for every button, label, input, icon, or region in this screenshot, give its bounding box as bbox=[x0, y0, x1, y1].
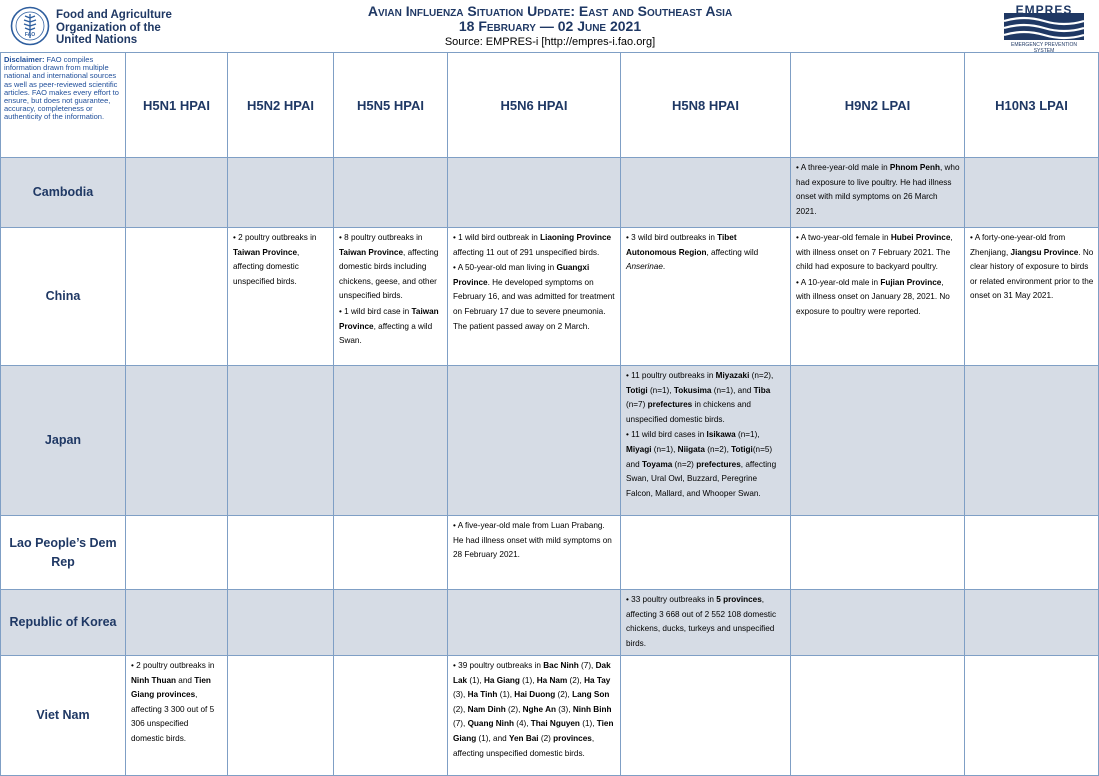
column-header: H5N1 HPAI bbox=[126, 53, 228, 158]
entry-text: Ha Giang bbox=[483, 675, 520, 685]
situation-cell bbox=[228, 656, 334, 776]
disclaimer-text: FAO compiles information drawn from multiple national and international sources as well as peer-reviewed scientific articles. FAO makes every effort to ensure, but does not guarantee, accuracy, completeness or authenticity of the information. bbox=[4, 55, 119, 122]
situation-entry: • 3 wild bird outbreaks in Tibet Autonomous Region, affecting wild Anserinae. bbox=[626, 233, 759, 272]
entry-text: 2 poultry outbreaks in bbox=[238, 233, 317, 242]
entry-text: (1), bbox=[519, 675, 537, 685]
situation-entry: • A five-year-old male from Luan Prabang. He had illness onset with mild symptoms on 28 February 2021. bbox=[453, 521, 612, 560]
empres-logo-word: EMPRES bbox=[1015, 3, 1073, 17]
situation-entry: • 11 poultry outbreaks in Miyazaki (n=2), Totigi (n=1), Tokusima (n=1), and Tiba (n=7) prefectures in chickens and unspecified domestic birds. bbox=[626, 371, 774, 424]
situation-cell bbox=[126, 158, 228, 228]
entry-text: Yen Bai bbox=[508, 733, 539, 743]
fao-logo bbox=[10, 6, 50, 46]
empres-logo-subtitle: EMERGENCY PREVENTION SYSTEM bbox=[1010, 42, 1078, 54]
entry-text: 8 poultry outbreaks in bbox=[344, 233, 423, 242]
situation-cell bbox=[126, 228, 228, 366]
entry-text: (2), bbox=[453, 704, 468, 714]
fao-name-line: United Nations bbox=[56, 34, 138, 46]
situation-cell bbox=[448, 228, 621, 366]
entry-text: , affecting 3 300 out of 5 306 unspecified domestic birds. bbox=[131, 690, 215, 743]
entry-text: (1), bbox=[579, 719, 597, 729]
entry-text: Nghe An bbox=[522, 704, 556, 714]
situation-cell bbox=[228, 158, 334, 228]
situation-entry: • A three-year-old male in Phnom Penh, who had exposure to live poultry. He had illness onset with mild symptoms on 26 March 2021. bbox=[796, 163, 960, 216]
situation-entry: • 1 wild bird case in Taiwan Province, affecting a wild Swan. bbox=[339, 306, 439, 346]
entry-text: , affecting Swan, Ural Owl, Buzzard, Peregrine Falcon, Mallard, and Whooper Swan. bbox=[626, 459, 777, 498]
situation-cell bbox=[228, 366, 334, 516]
entry-text: (n=5) and bbox=[626, 444, 773, 469]
entry-text: (2) bbox=[538, 733, 554, 743]
column-header: H5N2 HPAI bbox=[228, 53, 334, 158]
entry-text: Anserinae bbox=[626, 262, 663, 272]
situation-entry: • 2 poultry outbreaks in Ninh Thuan and Tien Giang provinces, affecting 3 300 out of 5 306 unspecified domestic birds. bbox=[131, 661, 215, 743]
entry-text: 39 poultry outbreaks in bbox=[458, 661, 544, 670]
situation-cell bbox=[448, 590, 621, 656]
entry-text: (n=1), bbox=[647, 385, 674, 395]
entry-text: (2), bbox=[567, 675, 585, 685]
situation-entry: • A forty-one-year-old from Zhenjiang, Jiangsu Province. No clear history of exposure to birds or related environment prior to the onset on 31 May 2021. bbox=[970, 233, 1094, 301]
country-name: Japan bbox=[1, 366, 126, 516]
situation-cell bbox=[334, 516, 448, 590]
entry-text: affecting 11 out of 291 unspecified birds. bbox=[453, 247, 600, 257]
entry-text: Dak Lak bbox=[453, 661, 611, 685]
empres-logo bbox=[1004, 3, 1084, 54]
entry-text: Ninh Binh bbox=[572, 704, 612, 714]
entry-text: A three-year-old male in bbox=[800, 163, 890, 172]
entry-text: (n=2), bbox=[704, 444, 732, 454]
situation-cell bbox=[965, 228, 1099, 366]
entry-text: Thai Nguyen bbox=[530, 719, 580, 729]
situation-cell bbox=[965, 516, 1099, 590]
entry-text: Miyazaki bbox=[715, 371, 750, 380]
column-header: H5N8 HPAI bbox=[621, 53, 791, 158]
table-header-row bbox=[1, 53, 1099, 158]
entry-text: A forty-one-year-old from Zhenjiang, bbox=[970, 233, 1066, 257]
situation-cell bbox=[791, 516, 965, 590]
entry-text: , who had exposure to live poultry. He had illness onset with mild symptoms on 26 March 2021. bbox=[796, 163, 960, 216]
svg-text:FAO: FAO bbox=[24, 32, 36, 38]
entry-text: 2 poultry outbreaks in bbox=[136, 661, 215, 670]
report-title: Avian Influenza Situation Update: East and Southeast Asia bbox=[367, 3, 733, 19]
entry-text: Liaoning Province bbox=[540, 233, 612, 242]
entry-text: (3), bbox=[555, 704, 573, 714]
entry-text: Taiwan Province bbox=[339, 306, 439, 331]
entry-text: Tokusima bbox=[673, 385, 712, 395]
entry-text: A 50-year-old man living in bbox=[457, 263, 557, 273]
situation-entry: • 8 poultry outbreaks in Taiwan Province, affecting domestic birds including chickens, geese, and other unspecified birds. bbox=[339, 233, 439, 301]
situation-cell bbox=[228, 516, 334, 590]
entry-text: Hai Duong bbox=[514, 690, 556, 700]
entry-text: (1), bbox=[497, 690, 515, 700]
situation-cell bbox=[791, 590, 965, 656]
situation-cell bbox=[621, 516, 791, 590]
situation-cell bbox=[334, 366, 448, 516]
situation-cell bbox=[126, 656, 228, 776]
entry-text: 11 poultry outbreaks in bbox=[631, 371, 716, 380]
situation-cell bbox=[126, 516, 228, 590]
situation-cell bbox=[448, 158, 621, 228]
entry-text: A two-year-old female in bbox=[800, 233, 891, 242]
entry-text: Ninh Thuan bbox=[131, 675, 177, 685]
situation-cell bbox=[621, 158, 791, 228]
entry-text: (n=7) bbox=[626, 400, 648, 410]
entry-text: (7), bbox=[578, 661, 596, 670]
entry-text: , affecting domestic birds including chickens, geese, and other unspecified birds. bbox=[339, 247, 439, 301]
entry-text: Hubei Province bbox=[890, 233, 951, 242]
entry-text: , with illness onset on 7 February 2021. The child had exposure to backyard poultry. bbox=[796, 233, 953, 272]
country-name: Cambodia bbox=[1, 158, 126, 228]
entry-text: 33 poultry outbreaks in bbox=[631, 595, 717, 604]
table-row bbox=[1, 590, 1099, 656]
entry-text: Fujian Province bbox=[880, 277, 942, 287]
entry-text: provinces bbox=[553, 733, 592, 743]
entry-text: , affecting a wild Swan. bbox=[339, 321, 433, 346]
column-header: H10N3 LPAI bbox=[965, 53, 1099, 158]
source-line: Source: EMPRES-i [http://empres-i.fao.org] bbox=[444, 36, 656, 48]
entry-text: prefectures bbox=[647, 400, 693, 410]
situation-cell bbox=[334, 590, 448, 656]
fao-name-line: Organization of the bbox=[56, 21, 161, 34]
entry-text: Nam Dinh bbox=[467, 704, 506, 714]
entry-text: Isikawa bbox=[706, 430, 736, 440]
entry-text: (4), bbox=[513, 719, 531, 729]
entry-text: A 10-year-old male in bbox=[800, 277, 881, 287]
situation-cell bbox=[791, 228, 965, 366]
entry-text: (7), bbox=[453, 719, 468, 729]
situation-cell bbox=[126, 590, 228, 656]
entry-text: (n=2), bbox=[749, 371, 774, 380]
entry-text: Tien Giang bbox=[453, 719, 614, 743]
situation-entry: • 33 poultry outbreaks in 5 provinces, affecting 3 668 out of 2 552 108 domestic chickens, ducks, turkeys and unspecified birds. bbox=[626, 595, 777, 648]
situation-cell bbox=[228, 590, 334, 656]
entry-text: , affecting domestic unspecified birds. bbox=[233, 247, 300, 286]
entry-text: , affecting unspecified domestic birds. bbox=[453, 733, 595, 758]
entry-text: Quang Ninh bbox=[467, 719, 514, 729]
entry-text: Miyagi bbox=[626, 444, 652, 454]
entry-text: Toyama bbox=[641, 459, 673, 469]
entry-text: Guangxi Province bbox=[453, 263, 590, 287]
situation-cell bbox=[448, 656, 621, 776]
entry-text: A five-year-old male from Luan Prabang. He had illness onset with mild symptoms on 28 February 2021. bbox=[453, 521, 612, 560]
entry-text: Jiangsu Province bbox=[1010, 247, 1079, 257]
situation-cell bbox=[791, 366, 965, 516]
entry-text: 5 provinces bbox=[716, 595, 762, 604]
entry-text: Tibet Autonomous Region bbox=[626, 233, 737, 257]
entry-text: Ha Tinh bbox=[467, 690, 498, 700]
entry-text: . He developed symptoms on February 16, and was admitted for treatment on February 17 due to severe pneumonia. The patient passed away on 2 March. bbox=[453, 277, 615, 331]
situation-cell bbox=[621, 590, 791, 656]
entry-text: , affecting 3 668 out of 2 552 108 domestic chickens, ducks, turkeys and unspecified birds. bbox=[626, 595, 777, 648]
country-name: Viet Nam bbox=[1, 656, 126, 776]
situation-cell bbox=[228, 228, 334, 366]
table-row bbox=[1, 158, 1099, 228]
entry-text: Taiwan Province bbox=[339, 247, 404, 257]
situation-entry: • A two-year-old female in Hubei Province, with illness onset on 7 February 2021. The child had exposure to backyard poultry. bbox=[796, 233, 953, 272]
entry-text: , with illness onset on January 28, 2021. No exposure to poultry were reported. bbox=[796, 277, 950, 316]
situation-cell bbox=[334, 656, 448, 776]
report-date-range: 18 February — 02 June 2021 bbox=[458, 18, 642, 34]
column-header: H5N6 HPAI bbox=[448, 53, 621, 158]
situation-cell bbox=[621, 656, 791, 776]
entry-text: Ha Nam bbox=[536, 675, 568, 685]
country-name: China bbox=[1, 228, 126, 366]
situation-entry: • 39 poultry outbreaks in Bac Ninh (7), Dak Lak (1), Ha Giang (1), Ha Nam (2), Ha Tay (3), Ha Tinh (1), Hai Duong (2), Lang Son (2), Nam Dinh (2), Nghe An (3), Ninh Binh (7), Quang Ninh (4), Thai Nguyen (1), Tien Giang (1), and Yen Bai (2) provinces, affecting unspecified domestic birds. bbox=[453, 661, 614, 758]
entry-text: (n=1), bbox=[651, 444, 678, 454]
entry-text: 1 wild bird outbreak in bbox=[458, 233, 541, 242]
entry-text: 1 wild bird case in bbox=[344, 306, 412, 316]
situation-table bbox=[0, 52, 1099, 776]
title-block bbox=[250, 4, 850, 49]
situation-cell bbox=[334, 228, 448, 366]
fao-name bbox=[56, 9, 172, 47]
disclaimer-label: Disclaimer: bbox=[4, 55, 45, 64]
entry-text: prefectures bbox=[696, 459, 741, 469]
entry-text: and bbox=[176, 675, 195, 685]
situation-entry: • A 50-year-old man living in Guangxi Province. He developed symptoms on February 16, and was admitted for treatment on February 17 due to severe pneumonia. The patient passed away on 2 March. bbox=[453, 263, 615, 331]
situation-cell bbox=[126, 366, 228, 516]
situation-entry: • 11 wild bird cases in Isikawa (n=1), Miyagi (n=1), Niigata (n=2), Totigi(n=5) and Toyama (n=2) prefectures, affecting Swan, Ural Owl, Buzzard, Peregrine Falcon, Mallard, and Whooper Swan. bbox=[626, 430, 777, 498]
situation-cell bbox=[791, 656, 965, 776]
table-row bbox=[1, 656, 1099, 776]
situation-entry: • 1 wild bird outbreak in Liaoning Province affecting 11 out of 291 unspecified birds. bbox=[453, 233, 612, 257]
entry-text: (n=1), bbox=[735, 430, 760, 440]
situation-entry: • 2 poultry outbreaks in Taiwan Province, affecting domestic unspecified birds. bbox=[233, 233, 317, 286]
entry-text: (2), bbox=[555, 690, 573, 700]
report-header bbox=[0, 0, 1099, 52]
entry-text: Bac Ninh bbox=[543, 661, 579, 670]
situation-cell bbox=[448, 366, 621, 516]
situation-entry: • A 10-year-old male in Fujian Province, with illness onset on January 28, 2021. No exposure to poultry were reported. bbox=[796, 277, 950, 316]
entry-text: 11 wild bird cases in bbox=[631, 430, 707, 440]
situation-cell bbox=[621, 366, 791, 516]
table-row bbox=[1, 366, 1099, 516]
entry-text: (n=2) bbox=[672, 459, 697, 469]
situation-cell bbox=[334, 158, 448, 228]
entry-text: . bbox=[662, 262, 666, 272]
entry-text: Tien Giang provinces bbox=[131, 675, 211, 700]
column-header: H9N2 LPAI bbox=[791, 53, 965, 158]
entry-text: Totigi bbox=[731, 444, 753, 454]
entry-text: Totigi bbox=[626, 385, 648, 395]
entry-text: Phnom Penh bbox=[889, 163, 940, 172]
situation-cell bbox=[965, 366, 1099, 516]
table-row bbox=[1, 228, 1099, 366]
entry-text: . No clear history of exposure to birds or related environment prior to the onset on 31 May 2021. bbox=[970, 247, 1094, 301]
situation-cell bbox=[621, 228, 791, 366]
entry-text: Taiwan Province bbox=[233, 247, 298, 257]
entry-text: (1), and bbox=[476, 733, 509, 743]
entry-text: Lang Son bbox=[572, 690, 610, 700]
entry-text: 3 wild bird outbreaks in bbox=[631, 233, 718, 242]
column-header: H5N5 HPAI bbox=[334, 53, 448, 158]
entry-text: Ha Tay bbox=[584, 675, 611, 685]
entry-text: Tiba bbox=[753, 385, 771, 395]
table-row bbox=[1, 516, 1099, 590]
situation-cell bbox=[965, 158, 1099, 228]
fao-name-line: Food and Agriculture bbox=[56, 9, 172, 21]
situation-cell bbox=[791, 158, 965, 228]
entry-text: (1), bbox=[467, 675, 484, 685]
country-name: Republic of Korea bbox=[1, 590, 126, 656]
entry-text: , affecting wild bbox=[706, 247, 759, 257]
entry-text: in chickens and unspecified domestic birds. bbox=[626, 400, 751, 424]
entry-text: Niigata bbox=[677, 444, 705, 454]
entry-text: (3), bbox=[453, 690, 468, 700]
entry-text: (n=1), and bbox=[711, 385, 754, 395]
country-name: Lao People’s Dem Rep bbox=[1, 516, 126, 590]
situation-cell bbox=[965, 590, 1099, 656]
entry-text: (2), bbox=[505, 704, 523, 714]
situation-cell bbox=[448, 516, 621, 590]
disclaimer-cell bbox=[1, 53, 126, 158]
situation-cell bbox=[965, 656, 1099, 776]
